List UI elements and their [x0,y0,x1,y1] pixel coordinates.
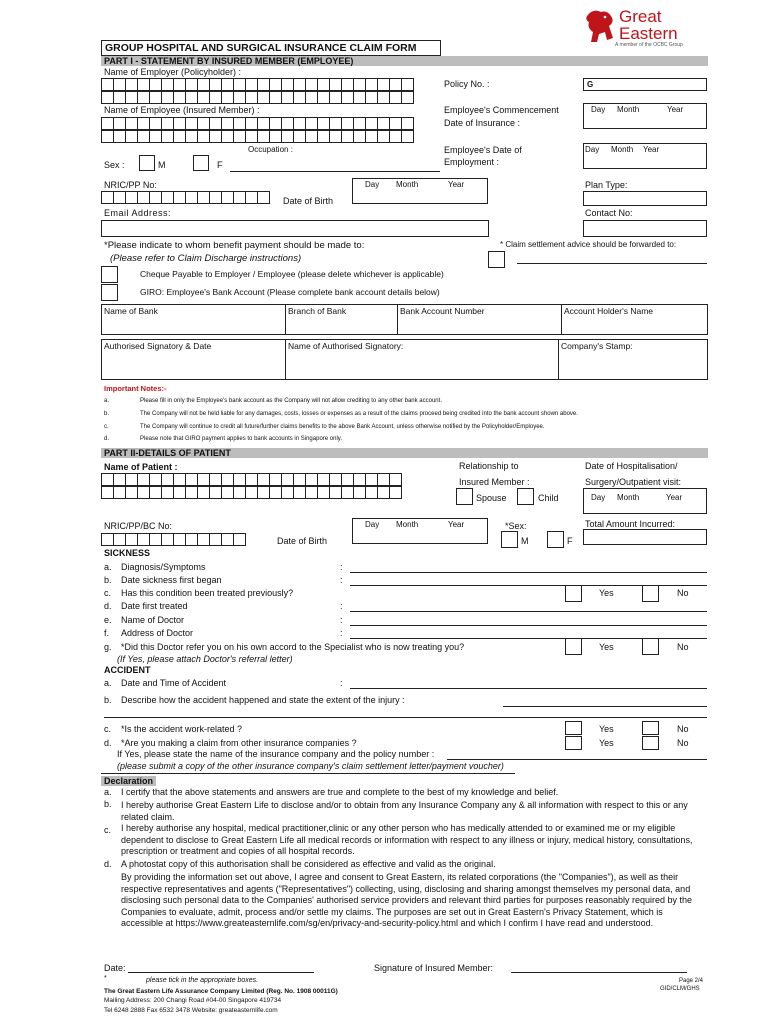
referral-note: (If Yes, please attach Doctor's referral letter) [117,654,293,664]
company-stamp-cell[interactable]: Company's Stamp: [559,340,708,380]
dob2-label: Date of Birth [277,536,328,546]
plan-label: Plan Type: [585,180,628,190]
commencement-label2: Date of Insurance : [444,118,521,128]
note-text: The Company will continue to credit all future/further claims benefits to the above Bank Account, unless otherwise notified by the Policyholder/Employee. [140,424,545,430]
cheque-option: Cheque Payable to Employer / Employee (please delete whichever is applicable) [140,269,444,279]
employment-label2: Employment : [444,157,500,167]
treated-no-checkbox[interactable] [642,585,659,602]
bank-branch-cell[interactable]: Branch of Bank [286,305,398,335]
nric2-label: NRIC/PP/BC No: [104,521,173,531]
employee-cells[interactable] [101,117,413,130]
relationship-label1: Relationship to [459,461,519,471]
sick-text: Name of Doctor [121,615,185,625]
authorised-signatory-cell[interactable]: Authorised Signatory & Date [102,340,286,380]
decl-text: I hereby authorise any hospital, medical practitioner,clinic or any other person who has medically attended to or examined me or my eligible dependent to disclose to Great Eastern Life all medical records or information with respect to any illness or injury, medical history, consultations, prescription or treatment and copies of all hospital records. [121,823,693,856]
decl-key: d. [104,859,112,869]
acc-b-key: b. [104,695,112,705]
decl-text: I certify that the above statements and answers are true and complete to the best of my knowledge and belief. [121,787,559,797]
notes-title: Important Notes:- [104,384,167,393]
signatory-table [101,339,708,380]
sick-colon: : [340,601,343,611]
year-label: Year [448,520,465,529]
contact-label: Contact No: [585,208,633,218]
acc-c-text: *Is the accident work-related ? [121,724,243,734]
patient-cells[interactable] [101,473,401,486]
plan-field[interactable] [583,191,707,206]
child-label: Child [538,493,559,503]
patient-cells-row2[interactable] [101,486,401,499]
year-label: Year [666,493,683,502]
company-name: The Great Eastern Life Assurance Company Limited (Reg. No. 1908 00011G) [104,988,338,995]
day-label: Day [585,145,600,154]
sex2-male-checkbox[interactable] [501,531,518,548]
great-eastern-logo [583,6,703,50]
hosp-label2: Surgery/Outpatient visit: [585,477,682,487]
treated-yes-checkbox[interactable] [565,585,582,602]
part2-header: PART II-DETAILS OF PATIENT [101,448,708,458]
date-label: Date: [104,963,126,973]
acc-c-key: c. [104,724,112,734]
day-label: Day [591,105,606,114]
bank-name-cell[interactable]: Name of Bank [102,305,286,335]
acc-a-colon: : [340,678,343,688]
acc-d2-line[interactable] [447,759,707,760]
other-claim-no-checkbox[interactable] [642,736,659,750]
acc-d-text: *Are you making a claim from other insurance companies ? [121,738,357,748]
advice-checkbox[interactable] [488,251,505,268]
part1-header: PART I - STATEMENT BY INSURED MEMBER (EMPLOYEE) [101,56,708,66]
decl-key: c. [104,825,112,835]
sex2-male-label: M [521,536,529,546]
sick-text: *Did this Doctor refer you on his own accord to the Specialist who is now treating you? [121,642,465,652]
acc-d3-line [101,773,515,774]
work-no-checkbox[interactable] [642,721,659,735]
acc-a-text: Date and Time of Accident [121,678,227,688]
acc-d3-text: (please submit a copy of the other insurance company's claim settlement letter/payment voucher) [117,761,504,771]
payment-note: (Please refer to Claim Discharge instructions) [110,253,302,264]
brand-line1: Great [619,7,662,26]
sick-key: e. [104,615,112,625]
policy-cells[interactable]: G [583,78,706,91]
note-key: a. [104,398,110,404]
total-label: Total Amount Incurred: [585,519,676,529]
sex-male-checkbox[interactable] [139,155,155,171]
commencement-label1: Employee's Commencement [444,105,559,115]
sick-colon: : [340,562,343,572]
occupation-label: Occupation : [248,145,293,154]
year-label: Year [448,180,465,189]
declaration-header: Declaration [101,776,156,786]
sick-line[interactable] [350,572,707,573]
advice-label: * Claim settlement advice should be forwarded to: [500,240,677,249]
pdpa-text: By providing the information set out above, I agree and consent to Great Eastern, its related corporations (the "Companies"), as well as their respective representatives and agents ("Representatives") collecting, using, disclosing and sharing amongst themselves my personal data, and disclosing such personal data to the Companies' authorised service providers and relevant third parties for purposes reasonably required by the Companies to evaluate, admit, process and/or settle my claims. The purposes are set out in Great Eastern's Privacy Statement, which is accessible at https://www.greateasternlife.com/sg/en/privacy-and-security-policy.html and which I confirm I have read and understood. [121,872,693,928]
relationship-label2: Insured Member : [459,477,530,487]
yes-label: Yes [599,738,614,748]
yes-label: Yes [599,588,614,598]
work-yes-checkbox[interactable] [565,721,582,735]
sick-text: Has this condition been treated previously? [121,588,294,598]
sick-colon: : [340,575,343,585]
contact-field[interactable] [583,220,707,237]
day-label: Day [365,180,380,189]
form-code: GID/CLM/GHS [660,986,700,992]
dob-label: Date of Birth [283,196,334,206]
occupation-line [230,171,440,172]
accident-head: ACCIDENT [104,665,151,675]
yes-label: Yes [599,724,614,734]
note-key: d. [104,436,110,442]
nric-label: NRIC/PP No: [104,180,157,190]
nric2-cells[interactable] [101,533,245,546]
payment-label: *Please indicate to whom benefit payment should be made to: [104,240,365,251]
spouse-checkbox[interactable] [456,488,473,505]
month-label: Month [617,105,640,114]
sick-line[interactable] [350,611,707,612]
note-text: Please note that GIRO payment applies to bank accounts in Singapore only. [140,436,343,442]
decl-key: a. [104,787,112,797]
note-key: c. [104,424,109,430]
acc-d2-text: If Yes, please state the name of the insurance company and the policy number : [117,749,435,759]
acc-a-key: a. [104,678,112,688]
sick-text: Date first treated [121,601,188,611]
cheque-checkbox[interactable] [101,266,118,283]
sick-colon: : [340,615,343,625]
signature-line[interactable] [511,972,687,973]
spouse-label: Spouse [476,493,507,503]
referral-no-checkbox[interactable] [642,638,659,655]
referral-yes-checkbox[interactable] [565,638,582,655]
sex2-female-checkbox[interactable] [547,531,564,548]
decl-key: b. [104,799,112,809]
year-label: Year [667,105,684,114]
month-label: Month [617,493,640,502]
day-label: Day [365,520,380,529]
signatory-name-cell[interactable]: Name of Authorised Signatory: [286,340,559,380]
year-label: Year [643,145,660,154]
advice-line [517,263,707,264]
employment-label1: Employee's Date of [444,145,522,155]
sick-key: a. [104,562,112,572]
tick-note: please tick in the appropriate boxes. [146,977,259,984]
acc-a-line[interactable] [350,688,707,689]
decl-text: I hereby authorise Great Eastern Life to disclose and/or to obtain from any Insurance Company any & all information with respect to this or any related claim. [121,800,688,822]
acc-b-line2[interactable] [104,717,707,718]
note-text: Please fill in only the Employee's bank account as the Company will not allow crediting to any other bank account. [140,398,442,404]
policy-label: Policy No. : [444,79,490,89]
date-line[interactable] [128,972,314,973]
employer-label: Name of Employer (Policyholder) : [104,67,242,77]
brand-line2: Eastern [619,24,678,43]
sick-key: b. [104,575,112,585]
email-label: Email Address: [104,208,172,218]
employer-cells[interactable] [101,78,413,91]
signature-label: Signature of Insured Member: [374,963,494,973]
nric-cells[interactable] [101,191,269,204]
form-title: GROUP HOSPITAL AND SURGICAL INSURANCE CLAIM FORM [101,40,441,56]
lion-icon [583,8,617,44]
sick-line[interactable] [350,625,707,626]
yes-label: Yes [599,642,614,652]
child-checkbox[interactable] [517,488,534,505]
decl-text: A photostat copy of this authorisation shall be considered as effective and valid as the original. [121,859,496,869]
no-label: No [677,738,689,748]
bank-account-cell[interactable]: Bank Account Number [398,305,562,335]
employer-cells-row2[interactable] [101,91,413,104]
note-text: The Company will not be held liable for any damages, costs, losses or expenses as a result of the claims proceed being credited into the bank account shown above. [140,411,578,417]
contact-line: Tel 6248 2888 Fax 6532 3478 Website: greateasternlife.com [104,1007,278,1014]
other-claim-yes-checkbox[interactable] [565,736,582,750]
sex-female-checkbox[interactable] [193,155,209,171]
sex2-female-label: F [567,536,573,546]
patient-label: Name of Patient : [104,462,178,472]
sick-key: d. [104,601,112,611]
page-number: Page 2/4 [679,978,704,984]
no-label: No [677,588,689,598]
sick-colon: : [340,628,343,638]
tick-asterisk: * [104,975,107,982]
email-field[interactable] [101,220,489,237]
sick-key: c. [104,588,112,598]
sick-text: Address of Doctor [121,628,194,638]
sex2-label: *Sex: [505,521,527,531]
mailing-address: Mailing Address: 200 Changi Road #04-00 Singapore 419734 [104,997,282,1004]
no-label: No [677,642,689,652]
acc-d-key: d. [104,738,112,748]
no-label: No [677,724,689,734]
hosp-label1: Date of Hospitalisation/ [585,461,678,471]
sick-text: Date sickness first began [121,575,222,585]
total-field[interactable] [583,529,707,545]
sick-key: g. [104,642,112,652]
account-holder-cell[interactable]: Account Holder's Name [562,305,708,335]
sick-key: f. [104,628,110,638]
giro-checkbox[interactable] [101,284,118,301]
month-label: Month [396,180,419,189]
giro-option: GIRO: Employee's Bank Account (Please complete bank account details below) [140,287,440,297]
employee-cells-row2[interactable] [101,130,413,143]
sex-male-label: M [158,160,166,170]
day-label: Day [591,493,606,502]
sickness-head: SICKNESS [104,548,151,558]
sick-text: Diagnosis/Symptoms [121,562,206,572]
bank-table [101,304,708,335]
month-label: Month [396,520,419,529]
brand-tagline: A member of the OCBC Group [615,42,683,48]
month-label: Month [611,145,634,154]
sex-female-label: F [217,160,223,170]
acc-b-line[interactable] [503,706,707,707]
acc-b-text: Describe how the accident happened and state the extent of the injury : [121,695,405,705]
sex-label: Sex : [104,160,125,170]
employee-label: Name of Employee (Insured Member) : [104,105,260,115]
note-key: b. [104,411,110,417]
